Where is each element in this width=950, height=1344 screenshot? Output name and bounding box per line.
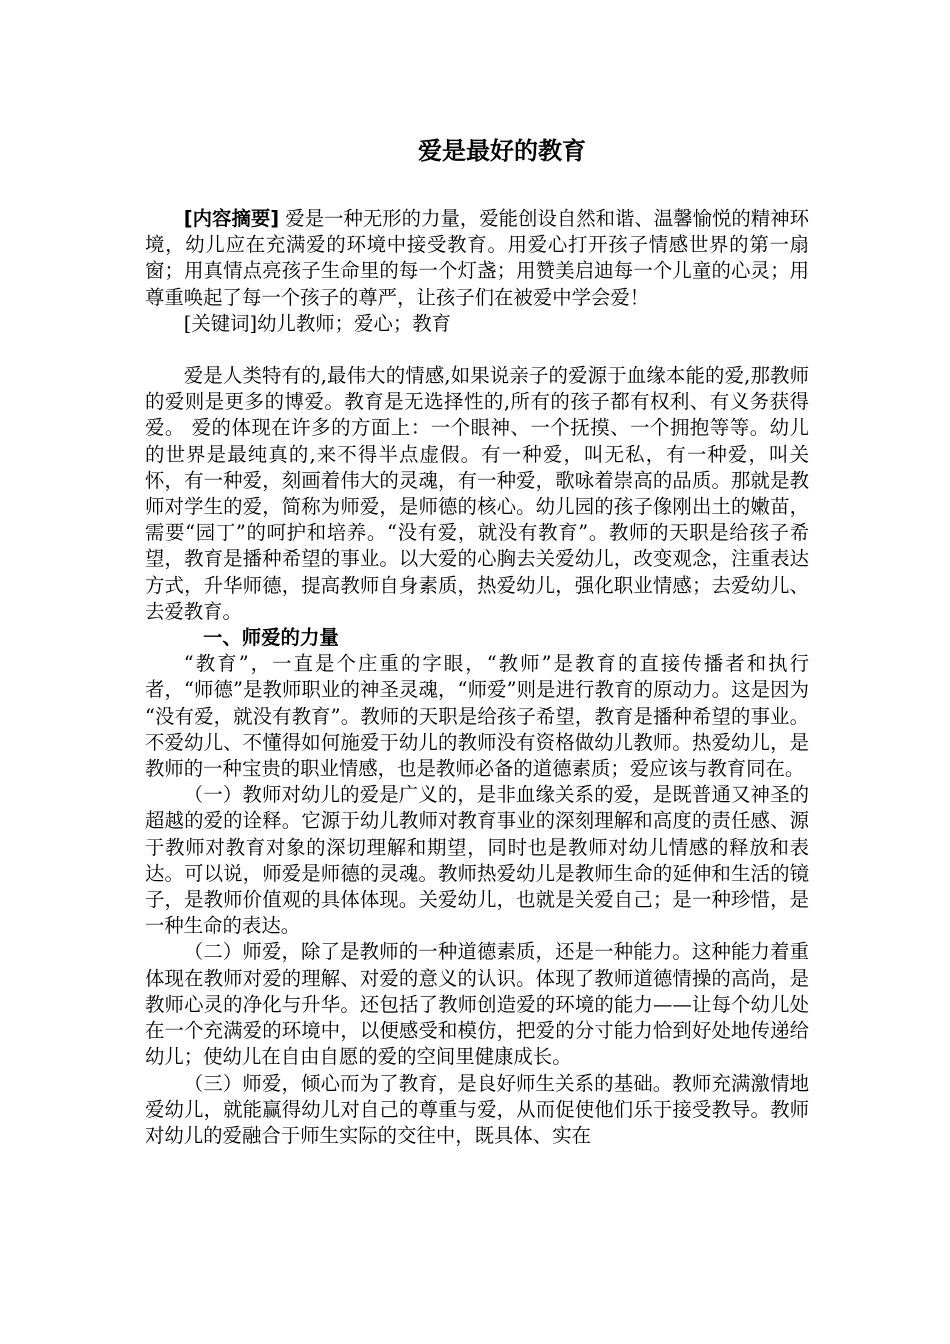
section-heading: 一、师爱的力量: [203, 626, 339, 650]
keywords-text: 幼儿教师；爱心；教育: [257, 311, 452, 335]
abstract-paragraph: [145, 206, 809, 311]
point-two-paragraph: （二）师爱，除了是教师的一种道德素质，还是一种能力。这种能力着重体现在教师对爱的理解、对爱的意义的认识。体现了教师道德情操的高尚，是教师心灵的净化与升华。还包括了教师创造爱的环境的能力——让每个幼儿处在一个充满爱的环境中，以便感受和模仿，把爱的分寸能力恰到好处地传递给幼儿；使幼儿在自由自愿的爱的空间里健康成长。: [145, 940, 809, 1069]
document-title: 爱是最好的教育: [418, 137, 586, 165]
intro-paragraph: 爱是人类特有的,最伟大的情感,如果说亲子的爱源于血缘本能的爱,那教师的爱则是更多的博爱。教育是无选择性的,所有的孩子都有权利、有义务获得爱。 爱的体现在许多的方面上：一个眼神、一个抚摸、一个拥抱等等。幼儿的世界是最纯真的,来不得半点虚假。有一种爱，叫无私，有一种爱，叫关怀，有一种爱，刻画着伟大的灵魂，有一种爱，歌咏着崇高的品质。那就是教师对学生的爱，简称为师爱，是师德的核心。幼儿园的孩子像刚出土的嫩苗，需要“园丁”的呵护和培养。“没有爱，就没有教育”。教师的天职是给孩子希望，教育是播种希望的事业。以大爱的心胸去关爱幼儿，改变观念，注重表达方式，升华师德，提高教师自身素质，热爱幼儿，强化职业情感；去爱幼儿、去爱教育。: [145, 364, 809, 623]
paragraph-spacer: [145, 337, 809, 363]
section-paragraph: “教育”，一直是个庄重的字眼，“教师”是教育的直接传播者和执行者，“师德”是教师职业的神圣灵魂，“师爱”则是进行教育的原动力。这是因为 “没有爱，就没有教育”。教师的天职是给孩子希望，教育是播种希望的事业。不爱幼儿、不懂得如何施爱于幼儿的教师没有资格做幼儿教师。热爱幼儿，是教师的一种宝贵的职业情感，也是教师必备的道德素质；爱应该与教育同在。: [145, 652, 809, 781]
keywords-paragraph: [145, 311, 809, 337]
keywords-label: [关键词]: [183, 311, 258, 335]
abstract-label: [内容摘要]: [183, 207, 280, 230]
abstract-text: 爱是一种无形的力量，爱能创设自然和谐、温馨愉悦的精神环境，幼儿应在充满爱的环境中接受教育。用爱心打开孩子情感世界的第一扇窗；用真情点亮孩子生命里的每一个灯盏；用赞美启迪每一个儿童的心灵；用尊重唤起了每一个孩子的尊严，让孩子们在被爱中学会爱！: [145, 207, 809, 309]
point-three-paragraph: （三）师爱，倾心而为了教育，是良好师生关系的基础。教师充满激情地爱幼儿，就能赢得幼儿对自己的尊重与爱，从而促使他们乐于接受教导。教师对幼儿的爱融合于师生实际的交往中，既具体、实在: [145, 1071, 809, 1147]
document-body: [145, 206, 809, 1149]
point-one-paragraph: （一）教师对幼儿的爱是广义的，是非血缘关系的爱，是既普通又神圣的超越的爱的诠释。它源于幼儿教师对教育事业的深刻理解和高度的责任感、源于教师对教育对象的深切理解和期望，同时也是教师对幼儿情感的释放和表达。可以说，师爱是师德的灵魂。教师热爱幼儿是教师生命的延伸和生活的镜子，是教师价值观的具体体现。关爱幼儿，也就是关爱自己；是一种珍惜，是一种生命的表达。: [145, 783, 809, 938]
